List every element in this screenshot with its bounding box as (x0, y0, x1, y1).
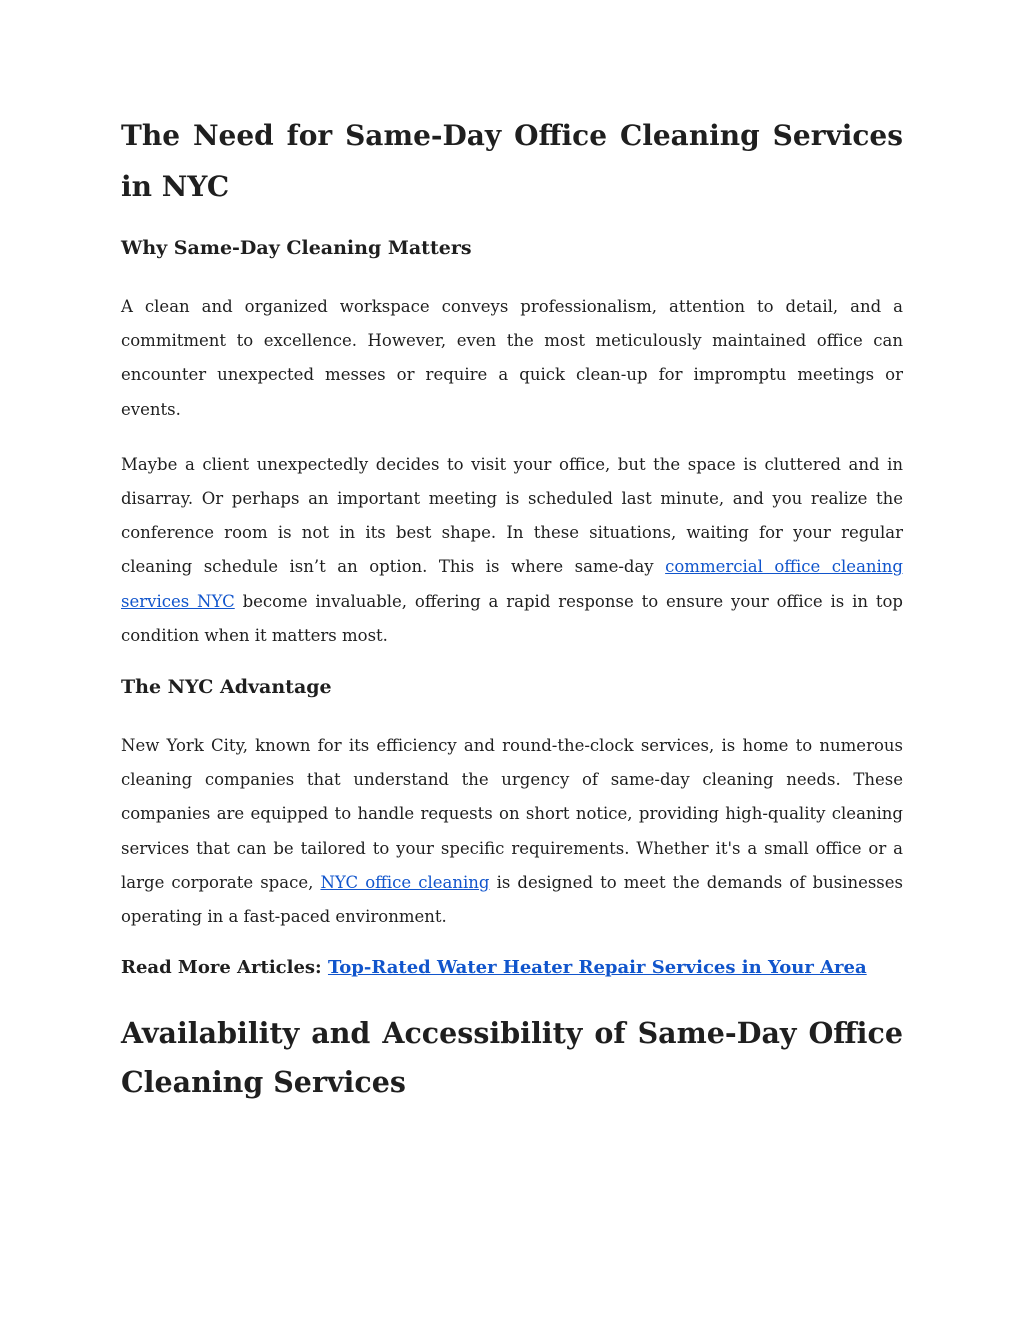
page-title: The Need for Same-Day Office Cleaning Services in NYC (121, 119, 903, 203)
subheading-why-same-day: Why Same-Day Cleaning Matters (121, 237, 472, 259)
paragraph-text: New York City, known for its efficiency and round-the-clock services, is home to numerous cleaning companies that understand the urgency of same-day cleaning needs. These companies are equipped to handle requests on short notice, providing high-quality cleaning services that can be tailored to your specific requirements. Whether it's a small office or a large corporate space, (121, 736, 903, 892)
read-more-label: Read More Articles: (121, 957, 328, 979)
section-title-availability: Availability and Accessibility of Same-Day Office Cleaning Services (121, 1016, 903, 1100)
document-page (121, 110, 903, 1107)
read-more-line (121, 955, 903, 981)
paragraph-intro: A clean and organized workspace conveys professionalism, attention to detail, and a commitment to excellence. However, even the most meticulously maintained office can encounter unexpected messes or require a quick clean-up for impromptu meetings or events. (121, 297, 903, 419)
subheading-nyc-advantage: The NYC Advantage (121, 676, 332, 699)
paragraph-text: is designed to meet the demands of businesses operating in a fast-paced environment. (121, 872, 904, 927)
paragraph-nyc-advantage (121, 729, 903, 934)
paragraph-text: Maybe a client unexpectedly decides to visit your office, but the space is cluttered and in disarray. Or perhaps an important meeting is scheduled last minute, and you realize the conference room is not in its best shape. In these situations, waiting for your regular cleaning schedule isn’t an option. This is where same-day (121, 454, 903, 577)
nyc-office-cleaning-link[interactable]: NYC office cleaning (320, 872, 490, 892)
paragraph-text: become invaluable, offering a rapid response to ensure your office is in top condition when it matters most. (121, 591, 903, 645)
read-more-link[interactable]: Top-Rated Water Heater Repair Services in Your Area (327, 957, 867, 979)
paragraph-client-visit (121, 448, 903, 653)
commercial-office-cleaning-link[interactable]: commercial office cleaning services NYC (121, 557, 903, 611)
